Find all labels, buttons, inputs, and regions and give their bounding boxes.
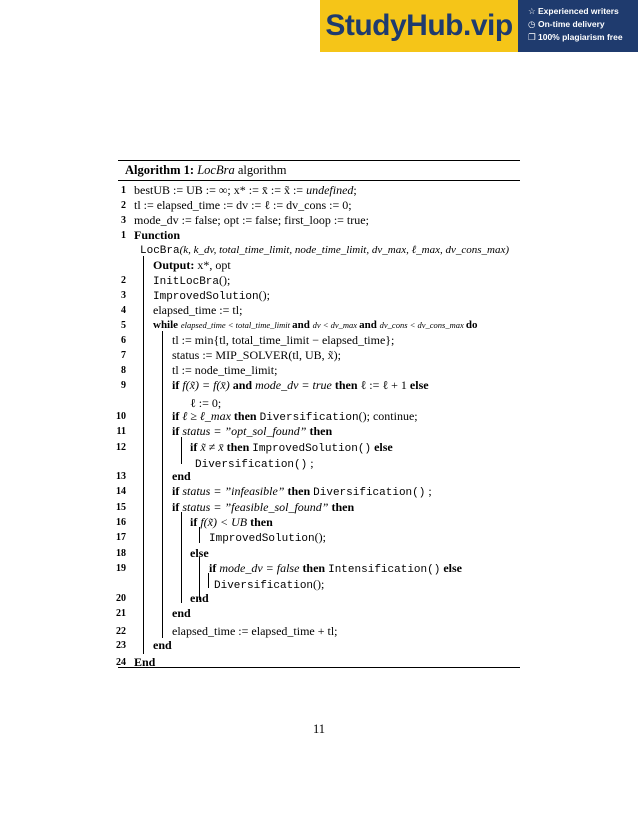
algorithm-line (172, 606, 191, 620)
line-token: ImprovedSolution() (252, 443, 372, 455)
line-token: tl := elapsed_time := dv := ℓ := dv_cons := 0; (134, 198, 352, 212)
line-token: if (172, 484, 183, 498)
line-token: ImprovedSolution (153, 291, 259, 303)
line-token: then (287, 484, 314, 498)
line-number: 1 (121, 185, 126, 196)
algorithm-line (172, 363, 277, 377)
line-token: Diversification() (195, 459, 308, 471)
line-number: 4 (121, 305, 126, 316)
line-token: do (465, 319, 478, 331)
algorithm-line (172, 409, 418, 425)
line-token: mode_dv := false; opt := false; first_loop := true; (134, 213, 369, 227)
line-token: (); (314, 530, 326, 544)
line-token: ; (307, 456, 314, 470)
if19-scope-bar (208, 573, 209, 588)
line-token: then (250, 515, 273, 529)
line-token: ; (425, 484, 432, 498)
algorithm-line (172, 333, 394, 347)
algorithm-line (153, 638, 172, 652)
line-token: ℓ := ℓ + 1 (360, 378, 410, 392)
line-token: end (172, 606, 191, 620)
line-number: 3 (121, 290, 126, 301)
line-token: if (190, 515, 201, 529)
line-number: 19 (116, 563, 126, 574)
algorithm-line (134, 183, 357, 197)
line-token: then (331, 500, 355, 514)
line-token: if (172, 500, 183, 514)
algorithm-line (172, 484, 432, 500)
line-token: then (334, 378, 361, 392)
line-token: if (172, 409, 183, 423)
copy-icon: ❐ (528, 32, 536, 42)
line-token: ; (353, 183, 357, 197)
algorithm-name-suffix: algorithm (237, 163, 287, 177)
line-number: 18 (116, 548, 126, 559)
line-token: bestUB := UB := ∞; x* := x̄ := x̃ := (134, 183, 307, 197)
line-token: elapsed_time := tl; (153, 303, 243, 317)
algorithm-name: LocBra (197, 163, 235, 177)
algorithm-line (153, 288, 270, 304)
algorithm-line (214, 577, 324, 593)
line-number: 15 (116, 502, 126, 513)
algorithm-line (172, 500, 354, 514)
algorithm-top-rule (118, 160, 520, 161)
feature-3: ❐ 100% plagiarism free (528, 32, 623, 42)
algorithm-line (190, 396, 221, 410)
line-number: 14 (116, 486, 126, 497)
algorithm-line (209, 561, 462, 577)
line-token: End (134, 655, 156, 669)
algorithm-line (172, 348, 341, 362)
else18-scope-bar (199, 557, 200, 600)
line-token: if (172, 424, 183, 438)
algorithm-line (190, 440, 393, 456)
line-token: tl := min{tl, total_time_limit − elapsed_time}; (172, 333, 395, 347)
line-token: x̃ ≠ x̄ (200, 440, 227, 454)
line-number: 11 (116, 426, 126, 437)
line-token: undefined (306, 183, 354, 197)
line-number: 9 (121, 380, 126, 391)
line-number: 3 (121, 215, 126, 226)
line-number: 22 (116, 626, 126, 637)
line-token: InitLocBra (153, 276, 220, 288)
algorithm-line (134, 228, 180, 242)
algorithm-line (172, 424, 332, 438)
algorithm-line (172, 378, 429, 392)
line-token: and (292, 319, 313, 331)
line-token: Intensification() (328, 564, 441, 576)
algorithm-line (134, 655, 155, 669)
line-token: if (190, 440, 201, 454)
line-token: status = ”feasible_sol_found” (182, 500, 332, 514)
line-token: (); (313, 577, 325, 591)
line-token: mode_dv = false (219, 561, 303, 575)
line-token: Diversification (214, 580, 314, 592)
line-token: else (440, 561, 462, 575)
function-scope-bar (143, 256, 144, 654)
line-token: and (359, 319, 380, 331)
algorithm-caption (125, 163, 286, 178)
algorithm-line (140, 243, 509, 258)
algorithm-line (209, 530, 326, 546)
line-token: else (409, 378, 429, 392)
line-token: while (153, 319, 181, 331)
algorithm-line (153, 318, 478, 332)
clock-icon: ◷ (528, 19, 536, 29)
line-token: (); continue; (358, 409, 418, 423)
algorithm-line (172, 624, 338, 638)
algorithm-line (195, 456, 314, 472)
while-scope-bar (162, 331, 163, 638)
line-token: x*, opt (197, 258, 231, 272)
algorithm-line (153, 273, 230, 289)
line-token: if (209, 561, 220, 575)
line-token: then (233, 409, 260, 423)
line-token: mode_dv = true (255, 378, 335, 392)
line-token: elapsed_time < total_time_limit (180, 320, 293, 330)
algorithm-bottom-rule (118, 667, 520, 668)
page-number: 11 (312, 722, 326, 736)
line-token: Function (134, 228, 181, 242)
line-token: LocBra (140, 245, 180, 257)
line-token: else (371, 440, 393, 454)
line-number: 6 (121, 335, 126, 346)
line-token: end (153, 638, 172, 652)
line-token: then (226, 440, 253, 454)
line-token: end (172, 469, 191, 483)
line-number: 5 (121, 320, 126, 331)
algorithm-line (153, 258, 231, 272)
line-number: 20 (116, 593, 126, 604)
line-token: ℓ := 0; (190, 396, 222, 410)
algorithm-line (190, 515, 273, 529)
if15-scope-bar (181, 512, 182, 603)
line-number: 1 (121, 230, 126, 241)
line-token: Diversification (259, 412, 359, 424)
studyhub-logo: StudyHub.vip (320, 0, 518, 52)
line-number: 24 (116, 657, 126, 668)
feature-2: ◷ On-time delivery (528, 19, 605, 29)
line-token: tl := node_time_limit; (172, 363, 278, 377)
line-token: (); (258, 288, 270, 302)
line-number: 13 (116, 471, 126, 482)
line-token: status = ”opt_sol_found” (182, 424, 310, 438)
line-number: 10 (116, 411, 126, 422)
line-token: dv < dv_max (312, 320, 360, 330)
line-number: 8 (121, 365, 126, 376)
feature-1: ☆ Experienced writers (528, 6, 619, 16)
line-token: (k, k_dv, total_time_limit, node_time_limit, dv_max, ℓ_max, dv_cons_max) (179, 244, 510, 256)
algorithm-label: Algorithm 1: (125, 163, 195, 177)
if11-scope-bar (181, 437, 182, 464)
if16-scope-bar (199, 527, 200, 543)
line-token: and (232, 378, 256, 392)
line-token: ImprovedSolution (209, 533, 315, 545)
line-number: 2 (121, 275, 126, 286)
algorithm-caption-rule (118, 180, 520, 181)
line-token: status = ”infeasible” (182, 484, 288, 498)
algorithm-line (172, 469, 191, 483)
line-number: 23 (116, 640, 126, 651)
line-token: end (190, 591, 209, 605)
star-icon: ☆ (528, 6, 536, 16)
line-token: status := MIP_SOLVER(tl, UB, x̃); (172, 348, 342, 362)
line-number: 21 (116, 608, 126, 619)
line-token: else (190, 546, 209, 560)
line-token: Output: (153, 258, 198, 272)
line-token: (); (219, 273, 231, 287)
algorithm-line (134, 198, 352, 212)
line-token: ℓ ≥ ℓ_max (182, 409, 234, 423)
line-token: if (172, 378, 183, 392)
line-number: 16 (116, 517, 126, 528)
line-token: then (302, 561, 329, 575)
line-token: elapsed_time := elapsed_time + tl; (172, 624, 338, 638)
algorithm-line (153, 303, 242, 317)
algorithm-line (134, 213, 369, 227)
studyhub-banner[interactable] (320, 0, 638, 52)
banner-features (518, 0, 638, 52)
line-token: f(x̃) = f(x̄) (182, 378, 233, 392)
line-token: dv_cons < dv_cons_max (379, 320, 466, 330)
line-number: 2 (121, 200, 126, 211)
line-token: then (309, 424, 333, 438)
line-number: 12 (116, 442, 126, 453)
line-token: f(x̃) < UB (200, 515, 251, 529)
line-token: Diversification() (313, 487, 426, 499)
line-number: 17 (116, 532, 126, 543)
line-number: 7 (121, 350, 126, 361)
